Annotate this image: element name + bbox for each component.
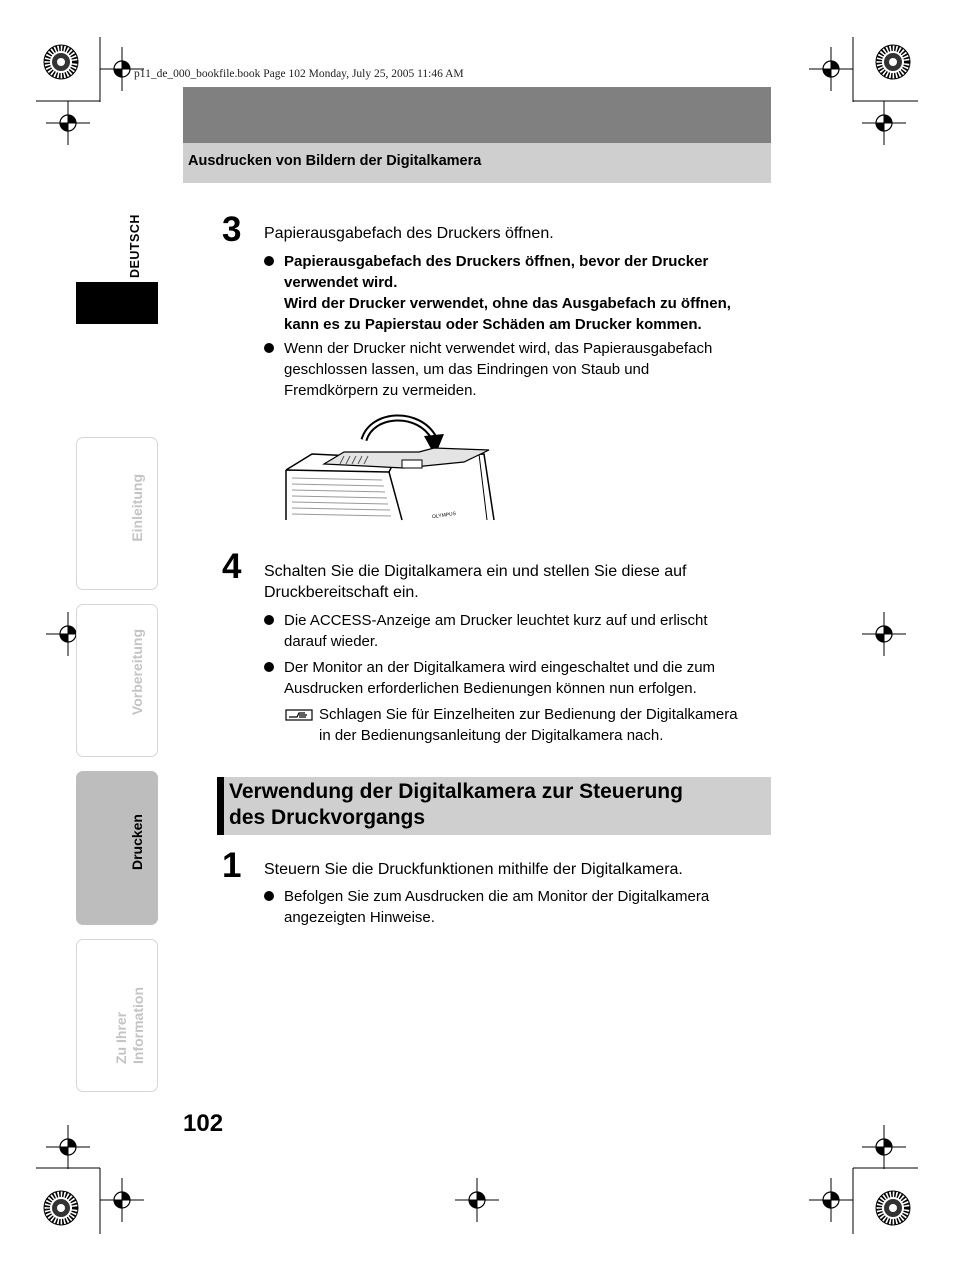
page-number: 102 — [183, 1110, 224, 1137]
bullet-text: angezeigten Hinweise. — [284, 909, 435, 926]
language-marker — [76, 282, 158, 324]
reference-hand-icon — [285, 708, 313, 722]
tab-label: Zu Ihrer Information — [113, 987, 146, 1064]
bullet-text: Die ACCESS-Anzeige am Drucker leuchtet kurz auf und erlischt — [284, 612, 708, 629]
bullet-text: verwendet wird. — [284, 274, 398, 291]
bullet-text: Wird der Drucker verwendet, ohne das Ausgabefach zu öffnen, — [284, 295, 731, 312]
step-number: 4 — [222, 547, 242, 586]
bullet-icon — [264, 343, 274, 353]
tab-drucken[interactable] — [76, 771, 158, 925]
list-item — [264, 251, 794, 335]
bullet-text: Wenn der Drucker nicht verwendet wird, das Papierausgabefach — [284, 340, 713, 357]
bullet-text: darauf wieder. — [284, 633, 379, 650]
tab-zu-ihrer-information[interactable] — [76, 939, 158, 1092]
bullet-text: Ausdrucken erforderlichen Bedienungen können nun erfolgen. — [284, 680, 697, 697]
step-text-line: Druckbereitschaft ein. — [264, 584, 419, 601]
bullet-text: Fremdkörpern zu vermeiden. — [284, 382, 477, 399]
step-text — [264, 561, 774, 603]
bullet-icon — [264, 662, 274, 672]
tab-label: Drucken — [129, 814, 145, 871]
bullet-icon — [264, 891, 274, 901]
section-title-line: des Druckvorgangs — [229, 806, 426, 829]
step-text: Steuern Sie die Druckfunktionen mithilfe der Digitalkamera. — [264, 861, 683, 878]
step-number: 1 — [222, 846, 242, 885]
list-item — [264, 886, 794, 928]
bullet-text: Der Monitor an der Digitalkamera wird eingeschaltet und die zum — [284, 659, 716, 676]
step-text-line: Schalten Sie die Digitalkamera ein und stellen Sie diese auf — [264, 563, 687, 580]
tab-label: Einleitung — [129, 474, 145, 542]
step-text: Papierausgabefach des Druckers öffnen. — [264, 225, 554, 242]
header-title: Ausdrucken von Bildern der Digitalkamera — [188, 153, 482, 169]
bullet-text: kann es zu Papierstau oder Schäden am Drucker kommen. — [284, 316, 702, 333]
bullet-icon — [264, 615, 274, 625]
note-text: in der Bedienungsanleitung der Digitalkamera nach. — [319, 727, 664, 744]
tab-label: Vorbereitung — [129, 629, 145, 716]
language-label: DEUTSCH — [128, 214, 142, 278]
tab-einleitung[interactable] — [76, 437, 158, 590]
section-title-line: Verwendung der Digitalkamera zur Steuerung — [229, 780, 683, 803]
list-item — [264, 610, 794, 652]
step-number: 3 — [222, 210, 242, 249]
list-item — [264, 338, 794, 401]
list-item — [264, 657, 794, 699]
bullet-icon — [264, 256, 274, 266]
note-text: Schlagen Sie für Einzelheiten zur Bedienung der Digitalkamera — [319, 706, 738, 723]
bullet-text: Befolgen Sie zum Ausdrucken die am Monitor der Digitalkamera — [284, 888, 710, 905]
printer-illustration — [284, 410, 496, 522]
brand-label: OLYMPUS — [431, 510, 457, 521]
reference-note — [319, 704, 779, 746]
header-band — [183, 87, 771, 143]
section-title — [229, 779, 759, 831]
bullet-text: geschlossen lassen, um das Eindringen von Staub und — [284, 361, 650, 378]
tab-vorbereitung[interactable] — [76, 604, 158, 757]
bullet-text: Papierausgabefach des Druckers öffnen, bevor der Drucker — [284, 253, 709, 270]
file-info: p11_de_000_bookfile.book Page 102 Monday, July 25, 2005 11:46 AM — [134, 68, 464, 80]
